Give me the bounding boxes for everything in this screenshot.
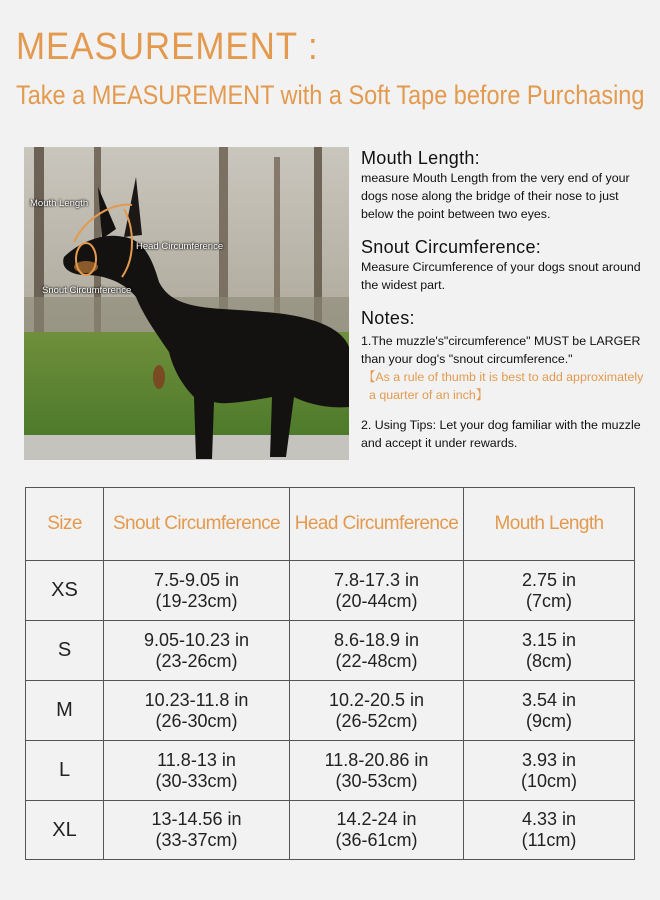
head-cell [290,561,464,621]
head-cm: (26-52cm) [335,710,418,731]
size-cell: XS [26,561,104,621]
header-snout: Snout Circumference [104,488,290,561]
head-cell [290,681,464,741]
snout-in: 10.23-11.8 in [144,689,249,710]
note-1-tip: 【As a rule of thumb it is best to add approximately a quarter of an inch】 [363,370,644,402]
head-in: 8.6-18.9 in [333,629,420,650]
notes-section [361,308,651,452]
table-row [26,801,635,860]
snout-cm: (26-30cm) [155,710,238,731]
snout-text: Measure Circumference of your dogs snout around the widest part. [361,260,641,292]
snout-in: 11.8-13 in [157,749,236,770]
header-head: Head Circumference [290,488,464,561]
head-circumference-label: Head Circumference [136,241,224,252]
snout-cell [104,681,290,741]
size-chart-table [25,487,635,860]
head-in: 14.2-24 in [336,809,417,829]
snout-cell [104,801,290,860]
head-cm: (22-48cm) [335,650,418,671]
header-size: Size [26,488,104,561]
mouth-cm: (9cm) [526,710,572,731]
snout-circumference-label: Snout Circumference [42,285,132,296]
mouth-in: 3.54 in [521,689,577,710]
table-row [26,681,635,741]
mouth-in: 3.15 in [521,629,577,650]
snout-cell [104,741,290,801]
dog-measurement-photo [24,147,349,460]
size-cell: L [26,741,104,801]
size-cell: M [26,681,104,741]
table-header-row [26,488,635,561]
head-cell [290,801,464,860]
notes-heading: Notes: [361,308,415,328]
snout-section [361,237,651,294]
mouth-cell [464,621,635,681]
snout-in: 7.5-9.05 in [153,569,240,590]
table-row [26,741,635,801]
mouth-cell [464,741,635,801]
mouth-cell [464,561,635,621]
mouth-in: 3.93 in [521,749,577,770]
snout-in: 9.05-10.23 in [143,629,250,650]
snout-cm: (30-33cm) [155,770,238,791]
mouth-length-section [361,148,651,223]
mouth-length-heading: Mouth Length: [361,148,480,168]
mouth-cm: (7cm) [526,590,572,611]
head-cm: (30-53cm) [335,770,418,791]
mouth-cm: (8cm) [526,650,572,671]
snout-heading: Snout Circumference: [361,237,542,257]
mouth-cell [464,681,635,741]
head-in: 11.8-20.86 in [324,749,429,770]
table-row [26,561,635,621]
snout-in: 13-14.56 in [151,809,242,829]
page-title: MEASUREMENT : [16,26,319,68]
snout-cm: (33-37cm) [155,830,238,850]
snout-cell [104,621,290,681]
mouth-cm: (11cm) [521,830,577,850]
page-subtitle: Take a MEASUREMENT with a Soft Tape before Purchasing [16,80,645,110]
size-cell: XL [26,801,104,860]
mouth-length-text: measure Mouth Length from the very end of your dogs nose along the bridge of their nose to just below the point between two eyes. [361,171,630,221]
snout-cm: (19-23cm) [155,590,238,611]
head-in: 10.2-20.5 in [328,689,425,710]
note-1: 1.The muzzle's"circumference" MUST be LARGER than your dog's "snout circumference." [361,334,641,366]
mouth-cm: (10cm) [520,770,577,791]
size-cell: S [26,621,104,681]
dog-photo-illustration [24,147,349,460]
head-in: 7.8-17.3 in [333,569,420,590]
header-mouth: Mouth Length [464,488,635,561]
head-cm: (36-61cm) [335,830,418,850]
mouth-cell [464,801,635,860]
note-2: 2. Using Tips: Let your dog familiar with the muzzle and accept it under rewards. [361,418,641,450]
mouth-in: 4.33 in [521,809,577,829]
head-cm: (20-44cm) [335,590,418,611]
snout-cell [104,561,290,621]
head-cell [290,621,464,681]
mouth-in: 2.75 in [521,569,577,590]
snout-cm: (23-26cm) [155,650,238,671]
table-row [26,621,635,681]
mouth-length-label: Mouth Length [30,198,89,209]
head-cell [290,741,464,801]
